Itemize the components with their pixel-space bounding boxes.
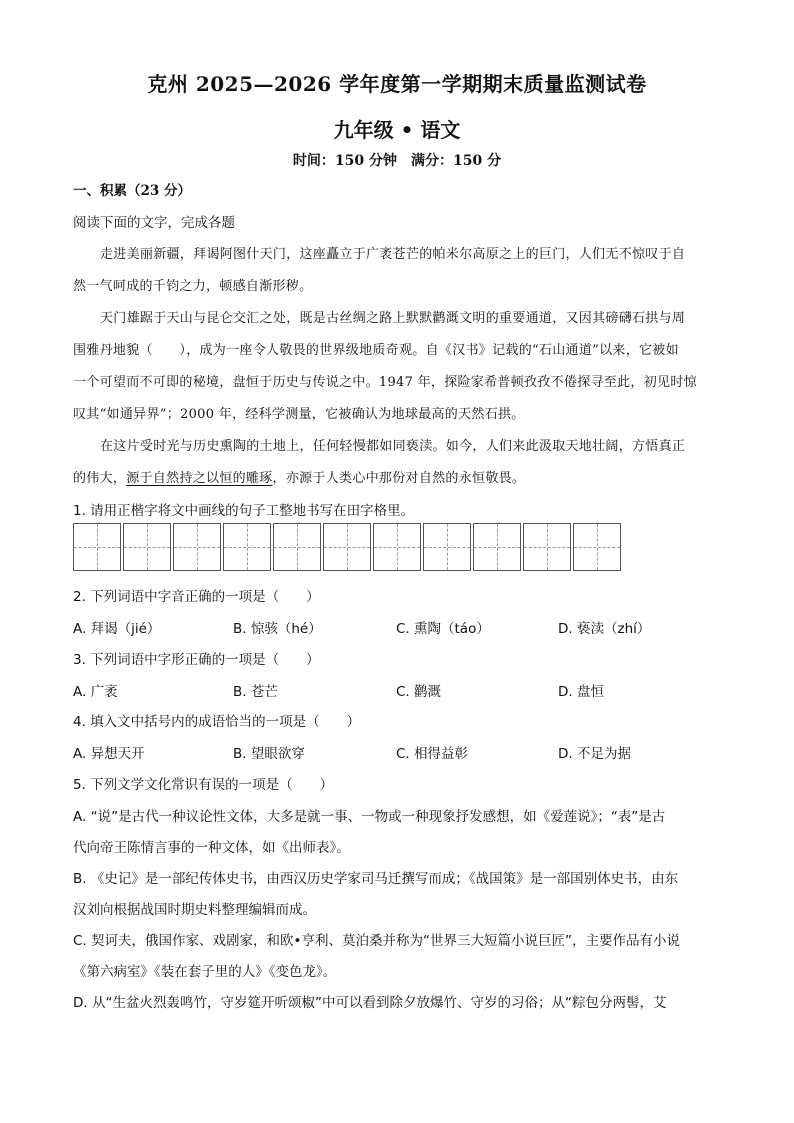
q3-option-b[interactable]: B. 苍芒 — [233, 684, 278, 700]
tianzi-cell[interactable] — [573, 523, 621, 571]
passage-line: 一个可望而不可即的秘境，盘恒于历史与传说之中。1947 年，探险家希普顿孜孜不倦探寻至此，初见时惊 — [73, 375, 697, 390]
q3-option-c[interactable]: C. 鹳溉 — [396, 684, 442, 700]
tianzi-cell[interactable] — [423, 523, 471, 571]
q2-option-b[interactable]: B. 惊骇（hé） — [233, 621, 322, 637]
grade-subject: 九年级 • 语文 — [333, 118, 461, 142]
q5-option-a[interactable]: A. “说”是古代一种议论性文体，大多是就一事、一物或一种现象抒发感想，如《爱莲说》；“表”是古 — [73, 809, 666, 825]
passage-line — [73, 470, 525, 488]
passage-line: 在这片受时光与历史熏陶的土地上，任何轻慢都如同亵渎。如今，人们来此汲取天地壮阔，方悟真正 — [100, 439, 686, 454]
q4-option-c[interactable]: C. 相得益彰 — [396, 746, 469, 762]
passage-text: ，亦源于人类心中那份对自然的永恒敬畏。 — [272, 471, 526, 486]
q4-option-a[interactable]: A. 异想天开 — [73, 746, 145, 762]
q5-option-a-cont: 代向帝王陈情言事的一种文体，如《出师表》。 — [73, 840, 350, 856]
passage-text: 的伟大， — [73, 471, 127, 486]
tianzi-cell[interactable] — [323, 523, 371, 571]
tianzi-cell[interactable] — [273, 523, 321, 571]
question-1-stem: 1. 请用正楷字将文中画线的句子工整地书写在田字格里。 — [73, 503, 415, 519]
passage-line: 走进美丽新疆，拜谒阿图什天门，这座矗立于广袤苍芒的帕米尔高原之上的巨门，人们无不惊叹于自 — [100, 247, 686, 262]
tianzi-cell[interactable] — [223, 523, 271, 571]
question-5-stem: 5. 下列文学文化常识有误的一项是（ ） — [73, 777, 334, 793]
q3-option-d[interactable]: D. 盘恒 — [558, 684, 604, 700]
q2-option-a[interactable]: A. 拜谒（jié） — [73, 621, 161, 637]
q5-option-d[interactable]: D. 从“生盆火烈轰鸣竹，守岁筵开听颂椒”中可以看到除夕放爆竹、守岁的习俗；从“粽包分两髻，艾 — [73, 995, 667, 1011]
section-heading: 一、积累（23 分） — [73, 183, 191, 199]
tianzi-cell[interactable] — [173, 523, 221, 571]
question-3-stem: 3. 下列词语中字形正确的一项是（ ） — [73, 652, 320, 668]
q2-option-d[interactable]: D. 亵渎（zhí） — [558, 621, 651, 637]
q5-option-c-cont: 《第六病室》《装在套子里的人》《变色龙》。 — [73, 964, 337, 980]
passage-line: 叹其“如通异界”；2000 年，经科学测量，它被确认为地球最高的天然石拱。 — [73, 407, 525, 422]
exam-title: 克州 2025—2026 学年度第一学期期末质量监测试卷 — [147, 72, 647, 96]
tianzi-cell[interactable] — [373, 523, 421, 571]
tianzi-cell[interactable] — [473, 523, 521, 571]
q4-option-d[interactable]: D. 不足为据 — [558, 746, 631, 762]
tianzi-cell[interactable] — [523, 523, 571, 571]
tianzi-cell[interactable] — [123, 523, 171, 571]
q5-option-b[interactable]: B. 《史记》是一部纪传体史书，由西汉历史学家司马迁撰写而成；《战国策》是一部国别体史书，由东 — [73, 871, 679, 887]
question-4-stem: 4. 填入文中括号内的成语恰当的一项是（ ） — [73, 714, 361, 730]
underlined-sentence: 源于自然持之以恒的雕琢 — [126, 471, 273, 486]
q2-option-c[interactable]: C. 熏陶（táo） — [396, 621, 490, 637]
q5-option-c[interactable]: C. 契诃夫，俄国作家、戏剧家，和欧•亨利、莫泊桑并称为“世界三大短篇小说巨匠”，主要作品有小说 — [73, 933, 680, 949]
q4-option-b[interactable]: B. 望眼欲穿 — [233, 746, 305, 762]
question-2-stem: 2. 下列词语中字音正确的一项是（ ） — [73, 589, 320, 605]
tianzi-grid — [73, 523, 623, 571]
q5-option-b-cont: 汉刘向根据战国时期史料整理编辑而成。 — [73, 902, 316, 918]
reading-instruction: 阅读下面的文字，完成各题 — [73, 215, 235, 231]
passage-line: 天门雄踞于天山与昆仑交汇之处，既是古丝绸之路上默默鹳溉文明的重要通道，又因其磅礴石拱与周 — [100, 311, 686, 326]
q3-option-a[interactable]: A. 广袤 — [73, 684, 118, 700]
passage-line: 然一气呵成的千钧之力，顿感自渐形秽。 — [73, 279, 313, 294]
exam-meta: 时间：150 分钟 满分：150 分 — [292, 153, 502, 169]
passage-line: 围雅丹地貌（ ），成为一座令人敬畏的世界级地质奇观。自《汉书》记载的“石山通道”以来，它被如 — [73, 343, 679, 358]
tianzi-cell[interactable] — [73, 523, 121, 571]
